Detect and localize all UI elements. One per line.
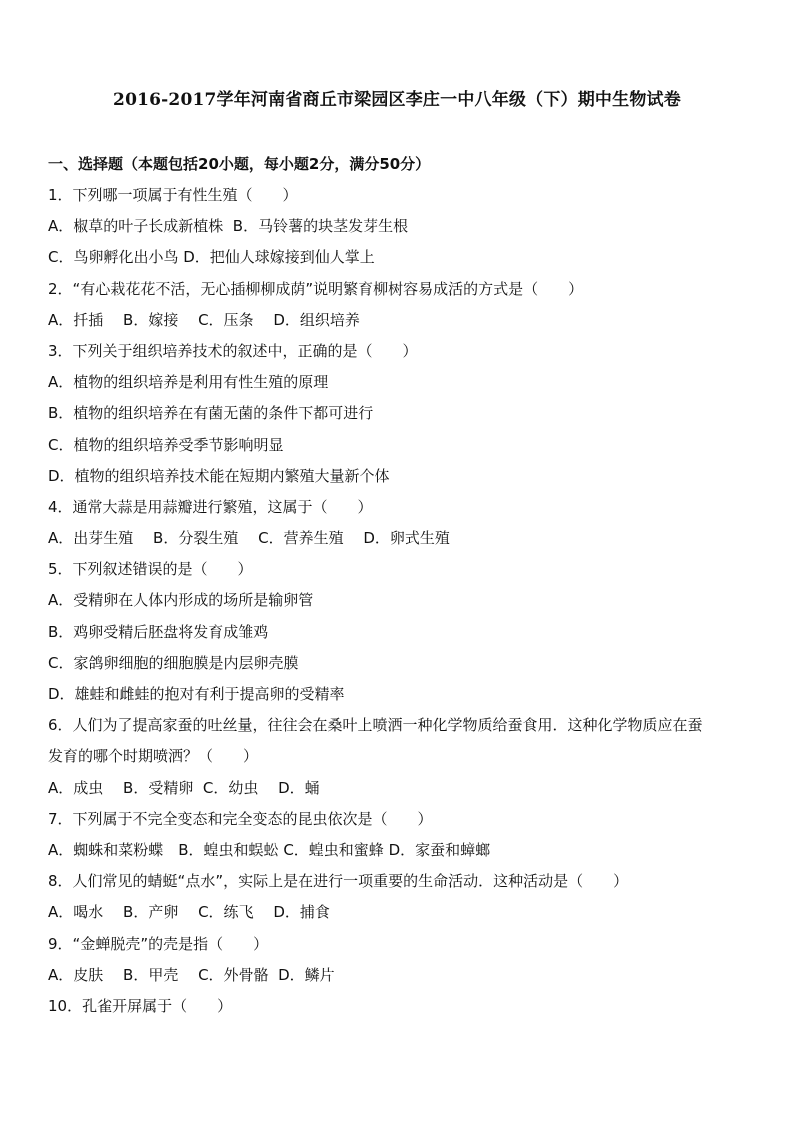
question-line: A．植物的组织培养是利用有性生殖的原理 — [48, 373, 329, 392]
question-line: A．椒草的叶子长成新植株 B．马铃薯的块茎发芽生根 — [48, 217, 409, 236]
question-line: B．鸡卵受精后胚盘将发育成雏鸡 — [48, 622, 269, 641]
question-line: 1．下列哪一项属于有性生殖（ ） — [48, 186, 298, 204]
question-line: 2．“有心栽花花不活，无心插柳柳成荫”说明繁育柳树容易成活的方式是（ ） — [48, 279, 584, 298]
question-line: A．扦插 B．嫁接 C．压条 D．组织培养 — [48, 310, 360, 329]
question-line: 8．人们常见的蜻蜓“点水”，实际上是在进行一项重要的生命活动．这种活动是（ ） — [48, 872, 629, 891]
question-list — [48, 180, 758, 1022]
question-line: C．鸟卵孵化出小鸟 D．把仙人球嫁接到仙人掌上 — [48, 248, 375, 267]
question-line: A．出芽生殖 B．分裂生殖 C．营养生殖 D．卵式生殖 — [48, 529, 450, 548]
question-line: 3．下列关于组织培养技术的叙述中，正确的是（ ） — [48, 341, 418, 360]
question-line: 9．“金蝉脱壳”的壳是指（ ） — [48, 934, 269, 953]
question-line: A．皮肤 B．甲壳 C．外骨骼 D．鳞片 — [48, 965, 335, 984]
question-line: D．植物的组织培养技术能在短期内繁殖大量新个体 — [48, 466, 390, 485]
question-line: A．成虫 B．受精卵 C．幼虫 D．蛹 — [48, 778, 320, 797]
question-line: D．雄蛙和雌蛙的抱对有利于提高卵的受精率 — [48, 685, 345, 703]
question-line: 10．孔雀开屏属于（ ） — [48, 996, 233, 1015]
page-title: 2016-2017学年河南省商丘市梁园区李庄一中八年级（下）期中生物试卷 — [113, 90, 681, 110]
question-line: 7．下列属于不完全变态和完全变态的昆虫依次是（ ） — [48, 809, 433, 828]
question-line: 5．下列叙述错误的是（ ） — [48, 560, 253, 579]
question-line: 发育的哪个时期喷洒？（ ） — [48, 747, 259, 766]
question-line: C．植物的组织培养受季节影响明显 — [48, 435, 284, 454]
question-line: 4．通常大蒜是用蒜瓣进行繁殖，这属于（ ） — [48, 497, 373, 516]
section-heading: 一、选择题（本题包括20小题，每小题2分，满分50分） — [48, 155, 431, 173]
question-line: B．植物的组织培养在有菌无菌的条件下都可进行 — [48, 404, 374, 423]
question-line: A．受精卵在人体内形成的场所是输卵管 — [48, 591, 314, 610]
question-line: 6．人们为了提高家蚕的吐丝量，往往会在桑叶上喷洒一种化学物质给蚕食用．这种化学物质应在蚕 — [48, 716, 703, 735]
question-line: A．喝水 B．产卵 C．练飞 D．捕食 — [48, 903, 330, 922]
question-line: A．蜘蛛和菜粉蝶 B．蝗虫和蜈蚣 C．蝗虫和蜜蜂 D．家蚕和蟑螂 — [48, 840, 491, 859]
question-line: C．家鸽卵细胞的细胞膜是内层卵壳膜 — [48, 653, 299, 672]
